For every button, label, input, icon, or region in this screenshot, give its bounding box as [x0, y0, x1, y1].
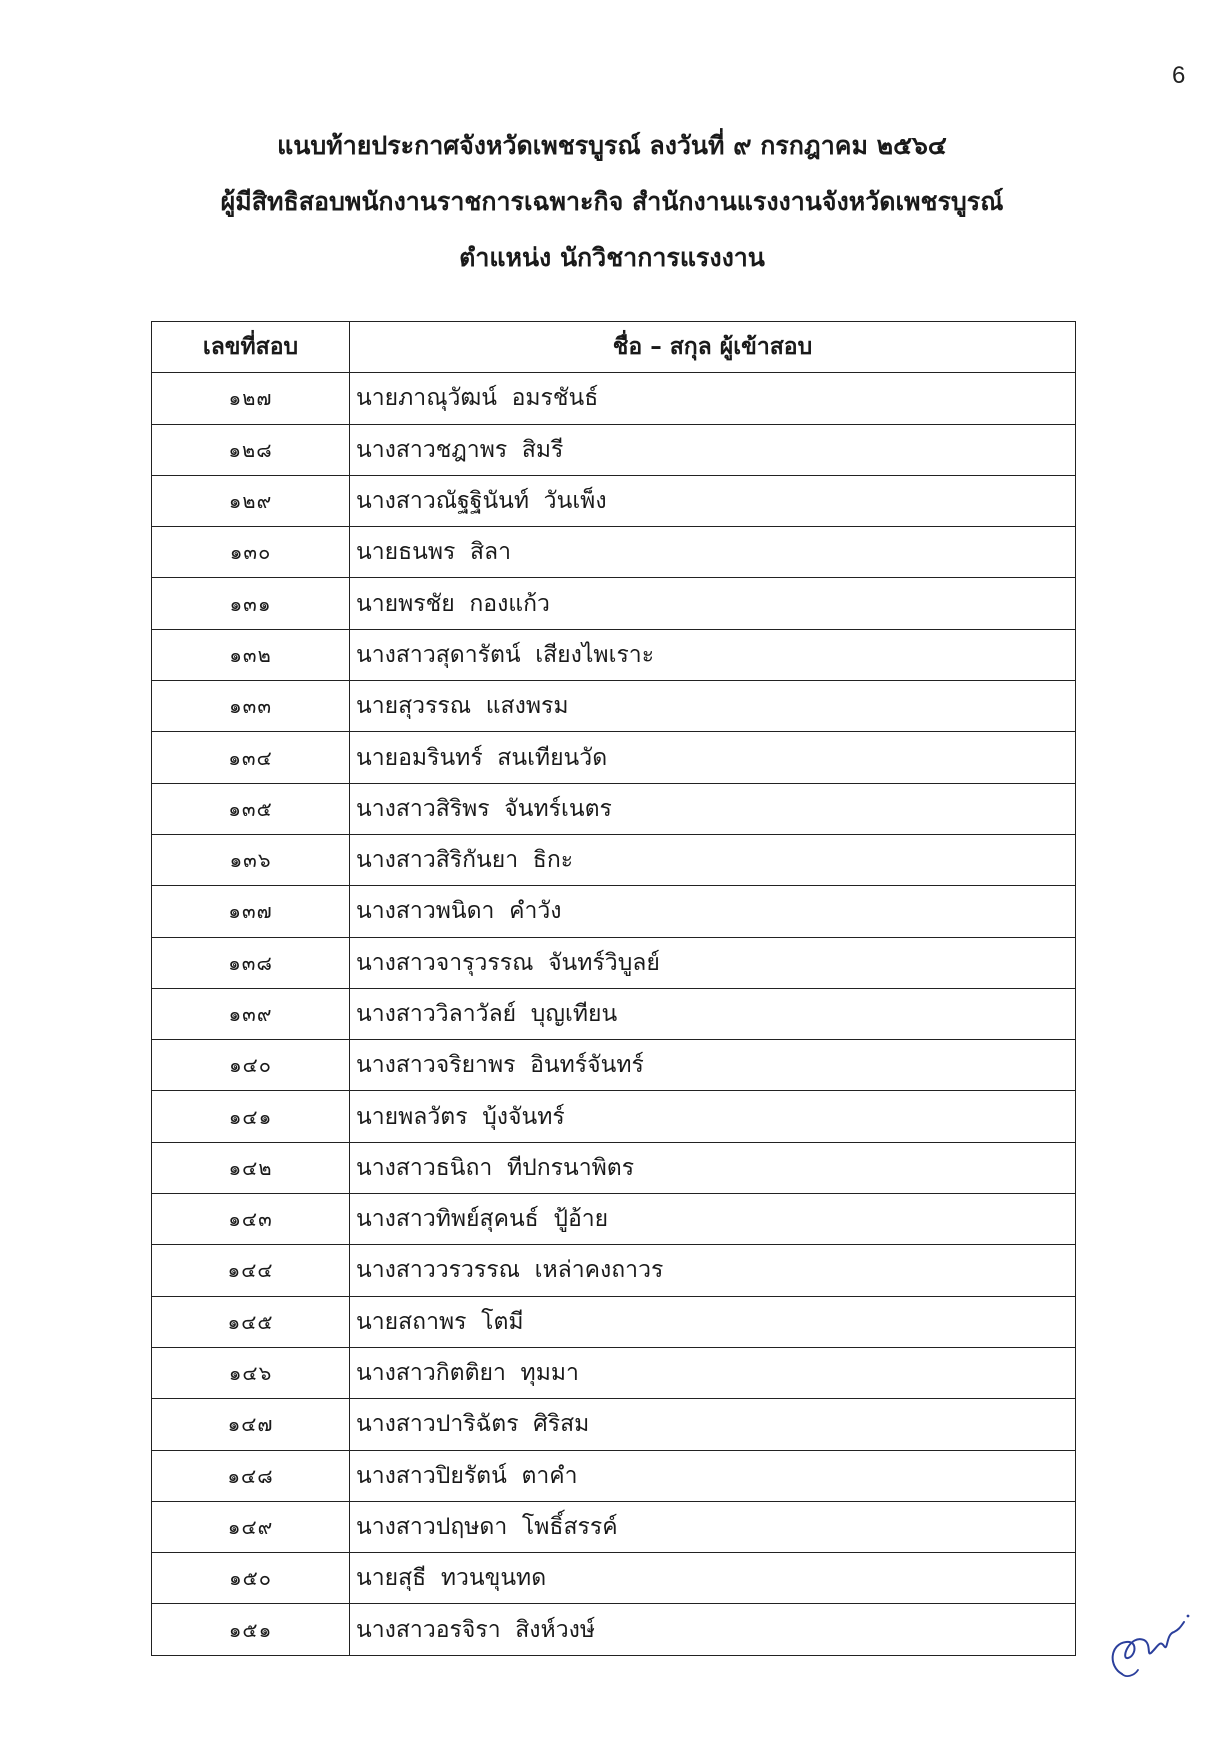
table-row [152, 1091, 1076, 1142]
candidate-name-cell: นายอมรินทร์ สนเทียนวัด [350, 732, 1076, 783]
exam-number-cell: ๑๔๑ [152, 1091, 350, 1142]
table-row [152, 732, 1076, 783]
candidate-name-cell: นางสาวพนิดา คำวัง [350, 886, 1076, 937]
column-header-full-name: ชื่อ – สกุล ผู้เข้าสอบ [350, 322, 1076, 373]
exam-number-cell: ๑๓๐ [152, 527, 350, 578]
exam-number-cell: ๑๓๗ [152, 886, 350, 937]
candidate-name-cell: นางสาวสุดารัตน์ เสียงไพเราะ [350, 629, 1076, 680]
table-row [152, 783, 1076, 834]
table-row [152, 1399, 1076, 1450]
exam-number-cell: ๑๔๗ [152, 1399, 350, 1450]
document-header [0, 118, 1224, 286]
exam-number-cell: ๑๓๙ [152, 988, 350, 1039]
candidate-name-cell: นางสาววรวรรณ เหล่าคงถาวร [350, 1245, 1076, 1296]
exam-number-cell: ๑๔๐ [152, 1040, 350, 1091]
candidate-name-cell: นายธนพร สิลา [350, 527, 1076, 578]
header-line-position: ตำแหน่ง นักวิชาการแรงงาน [459, 243, 765, 272]
exam-number-cell: ๑๓๘ [152, 937, 350, 988]
table-row [152, 1296, 1076, 1347]
candidate-name-cell: นางสาวจริยาพร อินทร์จันทร์ [350, 1040, 1076, 1091]
table-row [152, 629, 1076, 680]
candidate-name-cell: นายสถาพร โตมี [350, 1296, 1076, 1347]
exam-number-cell: ๑๓๖ [152, 834, 350, 885]
exam-number-cell: ๑๒๗ [152, 373, 350, 424]
table-header-row [152, 322, 1076, 373]
candidate-name-cell: นางสาวสิริพร จันทร์เนตร [350, 783, 1076, 834]
candidate-name-cell: นายสุวรรณ แสงพรม [350, 681, 1076, 732]
table-row [152, 475, 1076, 526]
exam-number-cell: ๑๒๘ [152, 424, 350, 475]
column-header-exam-number: เลขที่สอบ [152, 322, 350, 373]
candidate-name-cell: นางสาววิลาวัลย์ บุญเทียน [350, 988, 1076, 1039]
exam-number-cell: ๑๔๕ [152, 1296, 350, 1347]
table-row [152, 1040, 1076, 1091]
candidate-name-cell: นางสาวปฤษดา โพธิ์สรรค์ [350, 1501, 1076, 1552]
exam-number-cell: ๑๔๒ [152, 1142, 350, 1193]
table-row [152, 681, 1076, 732]
table-row [152, 937, 1076, 988]
exam-number-cell: ๑๒๙ [152, 475, 350, 526]
exam-number-cell: ๑๓๕ [152, 783, 350, 834]
candidate-name-cell: นายพรชัย กองแก้ว [350, 578, 1076, 629]
table-row [152, 1142, 1076, 1193]
table-row [152, 1501, 1076, 1552]
exam-number-cell: ๑๔๙ [152, 1501, 350, 1552]
exam-number-cell: ๑๔๔ [152, 1245, 350, 1296]
candidate-name-cell: นางสาวกิตติยา ทุมมา [350, 1347, 1076, 1398]
table-row [152, 1450, 1076, 1501]
table-row [152, 1194, 1076, 1245]
candidate-name-cell: นางสาวอรจิรา สิงห์วงษ์ [350, 1604, 1076, 1655]
candidate-name-cell: นางสาวจารุวรรณ จันทร์วิบูลย์ [350, 937, 1076, 988]
exam-number-cell: ๑๓๔ [152, 732, 350, 783]
table-row [152, 834, 1076, 885]
signature-icon [1100, 1604, 1192, 1684]
table-row [152, 1245, 1076, 1296]
page-number: 6 [1172, 62, 1186, 89]
candidate-name-cell: นายภาณุวัฒน์ อมรชันธ์ [350, 373, 1076, 424]
table-row [152, 373, 1076, 424]
candidate-name-cell: นางสาวชฎาพร สิมรี [350, 424, 1076, 475]
candidate-name-cell: นางสาวปิยรัตน์ ตาคำ [350, 1450, 1076, 1501]
candidate-name-cell: นางสาวปาริฉัตร ศิริสม [350, 1399, 1076, 1450]
header-line-announcement: แนบท้ายประกาศจังหวัดเพชรบูรณ์ ลงวันที่ ๙ กรกฎาคม ๒๕๖๔ [277, 131, 947, 160]
table-row [152, 886, 1076, 937]
table-row [152, 527, 1076, 578]
table-row [152, 424, 1076, 475]
candidate-name-cell: นางสาวสิริกันยา ธิกะ [350, 834, 1076, 885]
candidate-name-cell: นางสาวธนิถา ทีปกรนาพิตร [350, 1142, 1076, 1193]
candidate-name-cell: นายสุธี ทวนขุนทด [350, 1553, 1076, 1604]
exam-number-cell: ๑๔๓ [152, 1194, 350, 1245]
table-body [152, 373, 1076, 1655]
candidate-name-cell: นายพลวัตร บุ้งจันทร์ [350, 1091, 1076, 1142]
candidate-table [151, 321, 1076, 1656]
table-row [152, 1604, 1076, 1655]
table-row [152, 988, 1076, 1039]
exam-number-cell: ๑๕๑ [152, 1604, 350, 1655]
exam-number-cell: ๑๕๐ [152, 1553, 350, 1604]
candidate-name-cell: นางสาวณัฐฐินันท์ วันเพ็ง [350, 475, 1076, 526]
table-row [152, 1347, 1076, 1398]
exam-number-cell: ๑๓๓ [152, 681, 350, 732]
candidate-name-cell: นางสาวทิพย์สุคนธ์ ปู้อ้าย [350, 1194, 1076, 1245]
table-row [152, 1553, 1076, 1604]
exam-number-cell: ๑๔๘ [152, 1450, 350, 1501]
exam-number-cell: ๑๓๒ [152, 629, 350, 680]
header-line-eligible: ผู้มีสิทธิสอบพนักงานราชการเฉพาะกิจ สำนักงานแรงงานจังหวัดเพชรบูรณ์ [220, 187, 1004, 216]
exam-number-cell: ๑๔๖ [152, 1347, 350, 1398]
exam-number-cell: ๑๓๑ [152, 578, 350, 629]
table-row [152, 578, 1076, 629]
